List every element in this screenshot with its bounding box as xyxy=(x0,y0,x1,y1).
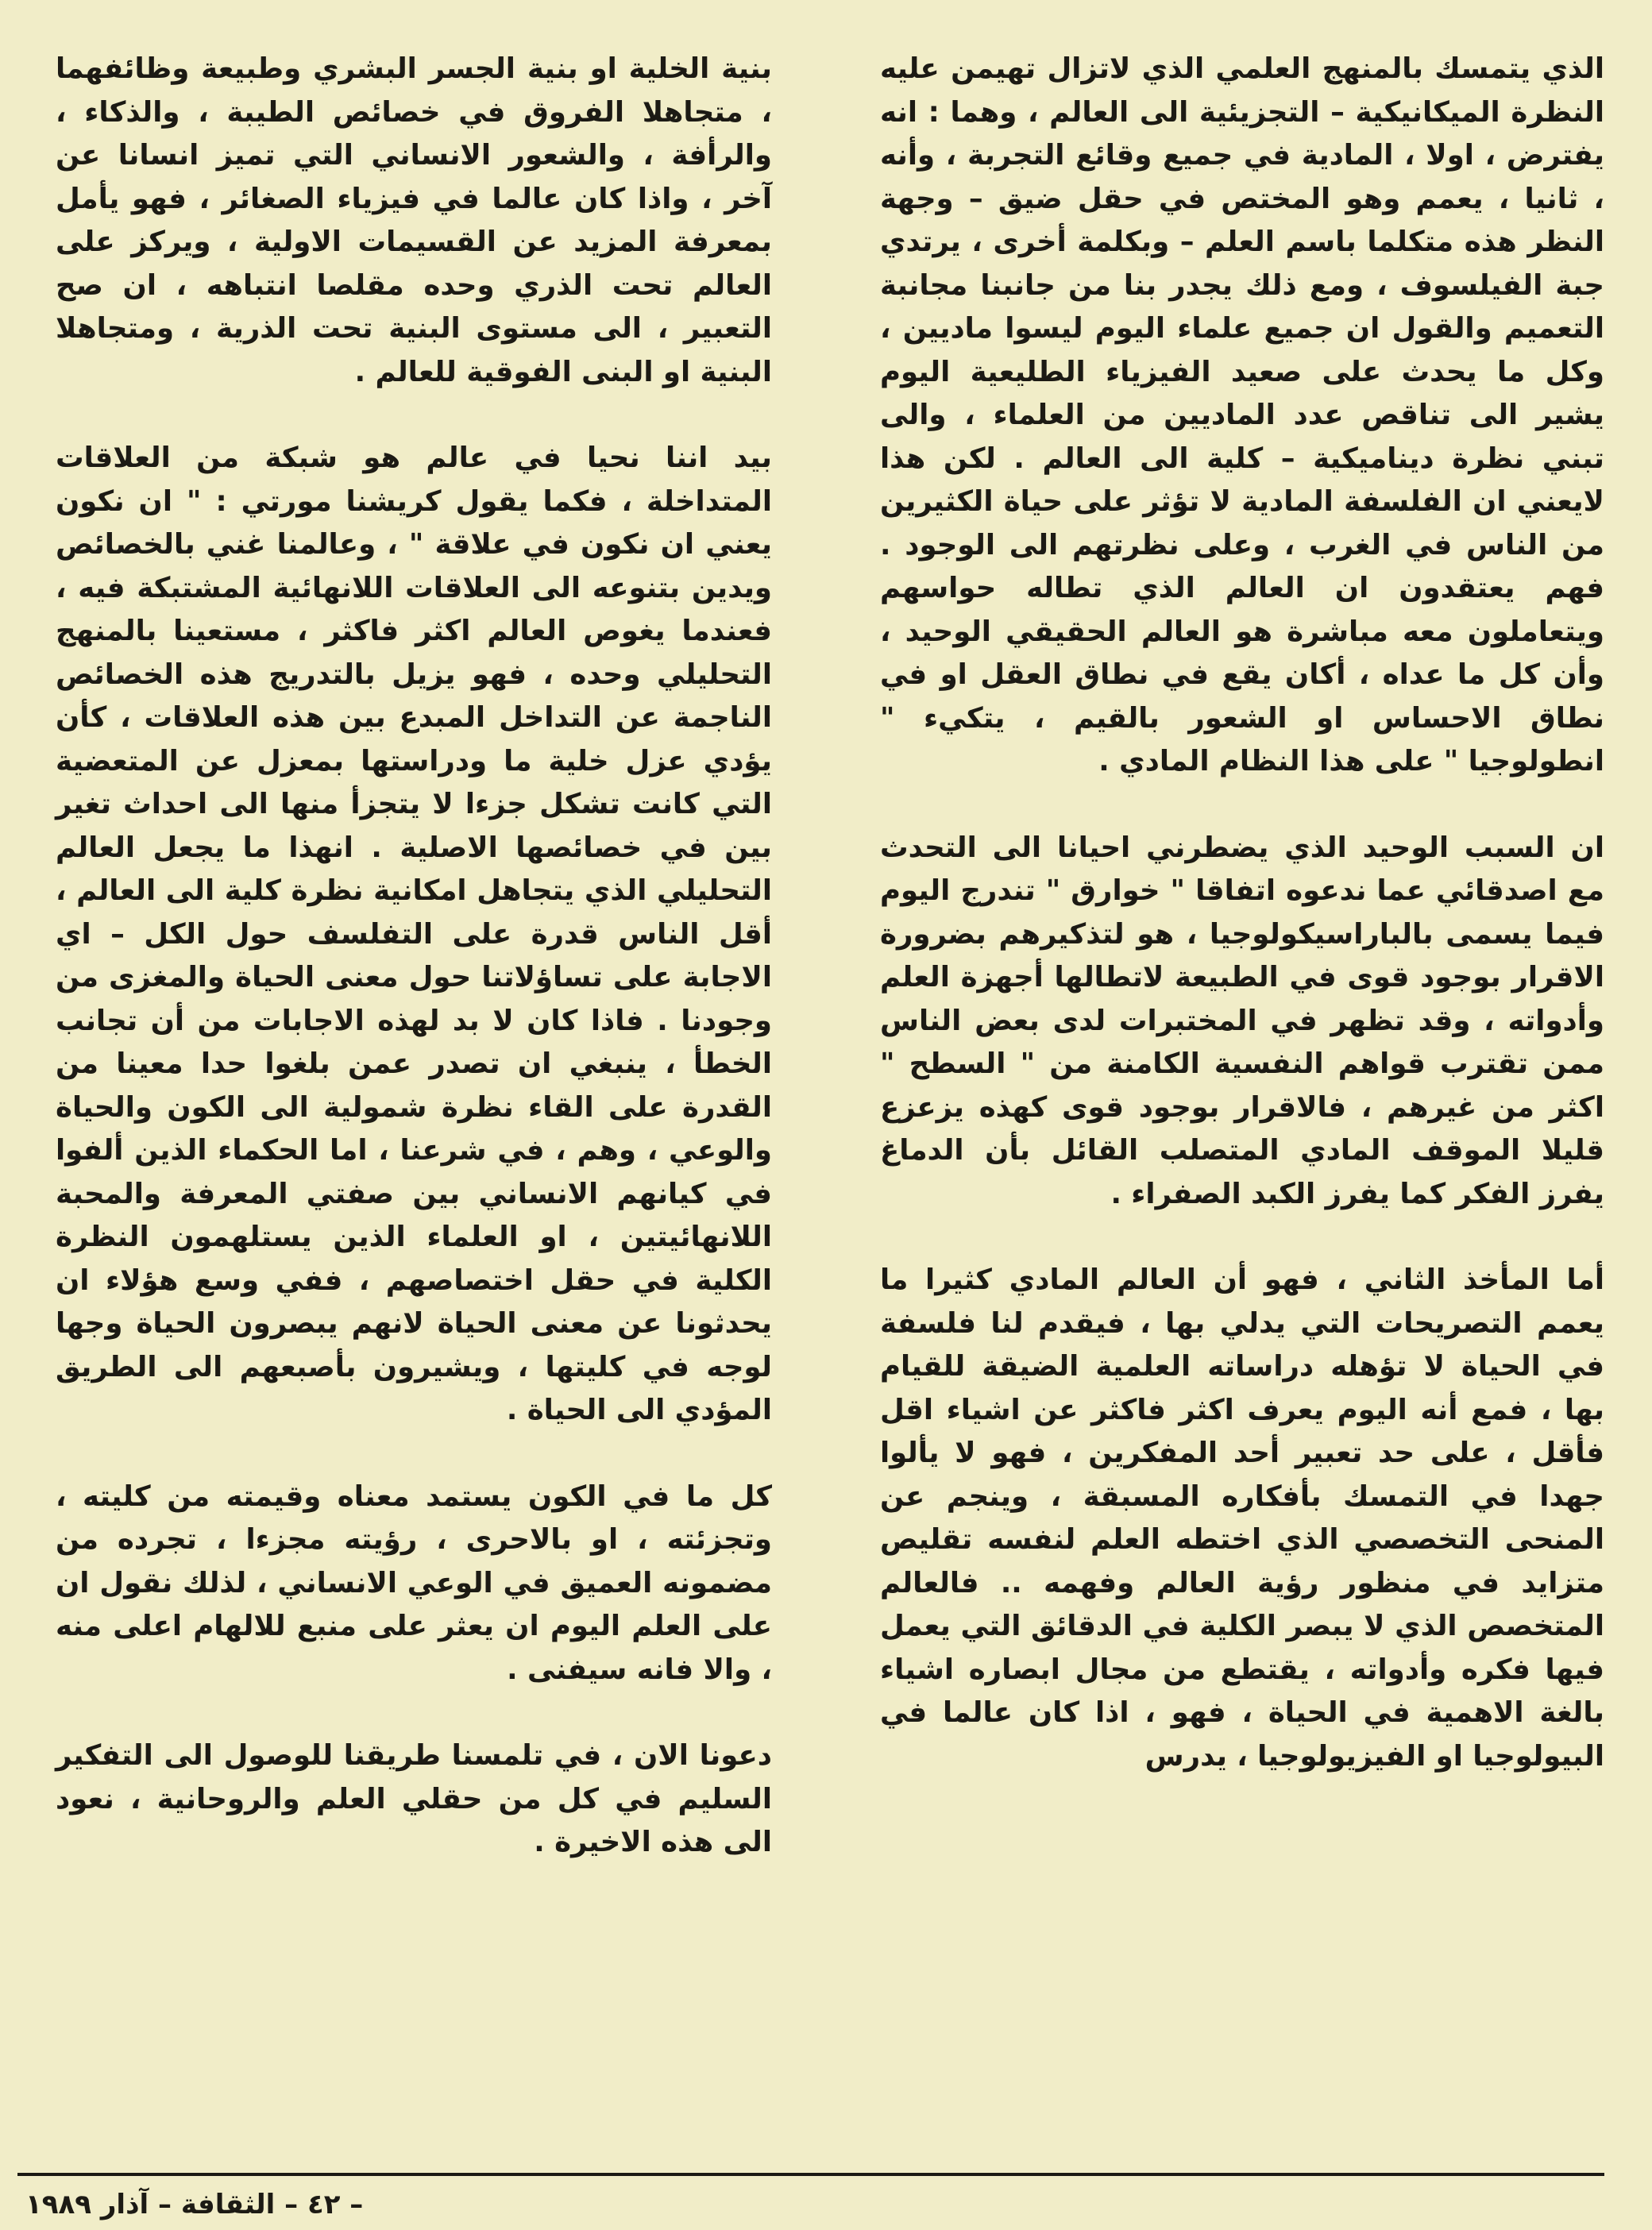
paragraph: كل ما في الكون يستمد معناه وقيمته من كليته ، وتجزئته ، او بالاحرى ، رؤيته مجزءا ، تجرده من مضمونه العميق في الوعي الانساني ، لذلك نقول ان على العلم اليوم ان يعثر على منبع للالهام اعلى منه ، والا فانه سيفنى . xyxy=(56,1480,772,1686)
page-footer: – ٤٢ – الثقافة – آذار ١٩٨٩ xyxy=(25,2189,364,2220)
paragraph: بيد اننا نحيا في عالم هو شبكة من العلاقات المتداخلة ، فكما يقول كريشنا مورتي : " ان نكون يعني ان نكون في علاقة " ، وعالمنا غني بالخصائص ويدين بتنوعه الى العلاقات اللانهائية المشتبكة فيه ، فعندما يغوص العالم اكثر فاكثر ، مستعينا بالمنهج التحليلي وحده ، فهو يزيل بالتدريج هذه الخصائص الناجمة عن التداخل المبدع بين هذه العلاقات ، كأن يؤدي عزل خلية ما ودراستها بمعزل عن المتعضية التي كانت تشكل جزءا لا يتجزأ منها الى احداث تغير بين في خصائصها الاصلية . انهذا ما يجعل العالم التحليلي الذي يتجاهل امكانية نظرة كلية الى العالم ، أقل الناس قدرة على التفلسف حول الكل – اي الاجابة على تساؤلاتنا حول معنى الحياة والمغزى من وجودنا . فاذا كان لا بد لهذه الاجابات من أن تجانب الخطأ ، ينبغي ان تصدر عمن بلغوا حدا معينا من القدرة على القاء نظرة شمولية الى الكون والحياة والوعي ، وهم ، في شرعنا ، اما الحكماء الذين ألفوا في كيانهم الانساني بين صفتي المعرفة والمحبة اللانهائيتين ، او العلماء الذين يستلهمون النظرة الكلية في حقل اختصاصهم ، ففي وسع هؤلاء ان يحدثونا عن معنى الحياة لانهم يبصرون الحياة وجها لوجه في كليتها ، ويشيرون بأصبعهم الى الطريق المؤدي الى الحياة . xyxy=(56,442,772,1426)
left-text-column xyxy=(56,48,772,1865)
paragraph: دعونا الان ، في تلمسنا طريقنا للوصول الى التفكير السليم في كل من حقلي العلم والروحانية ، نعود الى هذه الاخيرة . xyxy=(56,1739,772,1858)
paragraph: بنية الخلية او بنية الجسر البشري وطبيعة وظائفهما ، متجاهلا الفروق في خصائص الطيبة ، والذكاء ، والرأفة ، والشعور الانساني التي تميز انسانا عن آخر ، واذا كان عالما في فيزياء الصغائر ، فهو يأمل بمعرفة المزيد عن القسيمات الاولية ، ويركز على العالم تحت الذري وحده مقلصا انتباهه ، ان صح التعبير ، الى مستوى البنية تحت الذرية ، ومتجاهلا البنية او البنى الفوقية للعالم . xyxy=(56,52,772,388)
paragraph: الذي يتمسك بالمنهج العلمي الذي لاتزال تهيمن عليه النظرة الميكانيكية – التجزيئية الى العالم ، وهما : انه يفترض ، اولا ، المادية في جميع وقائع التجربة ، وأنه ، ثانيا ، يعمم وهو المختص في حقل ضيق – وجهة النظر هذه متكلما باسم العلم – وبكلمة أخرى ، يرتدي جبة الفيلسوف ، ومع ذلك يجدر بنا من جانبنا مجانبة التعميم والقول ان جميع علماء اليوم ليسوا ماديين ، وكل ما يحدث على صعيد الفيزياء الطليعية اليوم يشير الى تناقص عدد الماديين من العلماء ، والى تبني نظرة ديناميكية – كلية الى العالم . لكن هذا لايعني ان الفلسفة المادية لا تؤثر على حياة الكثيرين من الناس في الغرب ، وعلى نظرتهم الى الوجود . فهم يعتقدون ان العالم الذي تطاله حواسهم ويتعاملون معه مباشرة هو العالم الحقيقي الوحيد ، وأن كل ما عداه ، أكان يقع في نطاق العقل او في نطاق الاحساس او الشعور بالقيم ، يتكيء " انطولوجيا " على هذا النظام المادي . xyxy=(880,52,1604,777)
right-text-column xyxy=(880,48,1604,1778)
paragraph: أما المأخذ الثاني ، فهو أن العالم المادي كثيرا ما يعمم التصريحات التي يدلي بها ، فيقدم لنا فلسفة في الحياة لا تؤهله دراساته العلمية الضيقة للقيام بها ، فمع أنه اليوم يعرف اكثر فاكثر عن اشياء اقل فأقل ، على حد تعبير أحد المفكرين ، فهو لا يألوا جهدا في التمسك بأفكاره المسبقة ، وينجم عن المنحى التخصصي الذي اختطه العلم لنفسه تقليص متزايد في منظور رؤية العالم وفهمه .. فالعالم المتخصص الذي لا يبصر الكلية في الدقائق التي يعمل فيها فكره وأدواته ، يقتطع من مجال ابصاره اشياء بالغة الاهمية في الحياة ، فهو ، اذا كان عالما في البيولوجيا او الفيزيولوجيا ، يدرس xyxy=(880,1264,1604,1773)
paragraph: ان السبب الوحيد الذي يضطرني احيانا الى التحدث مع اصدقائي عما ندعوه اتفاقا " خوارق " تندرج اليوم فيما يسمى بالباراسيكولوجيا ، هو لتذكيرهم بضرورة الاقرار بوجود قوى في الطبيعة لاتطالها أجهزة العلم وأدواته ، وقد تظهر في المختبرات لدى بعض الناس ممن تقترب قواهم النفسية الكامنة من " السطح " اكثر من غيرهم ، فالاقرار بوجود قوى كهذه يزعزع قليلا الموقف المادي المتصلب القائل بأن الدماغ يفرز الفكر كما يفرز الكبد الصفراء . xyxy=(880,831,1604,1210)
footer-divider xyxy=(17,2173,1604,2176)
